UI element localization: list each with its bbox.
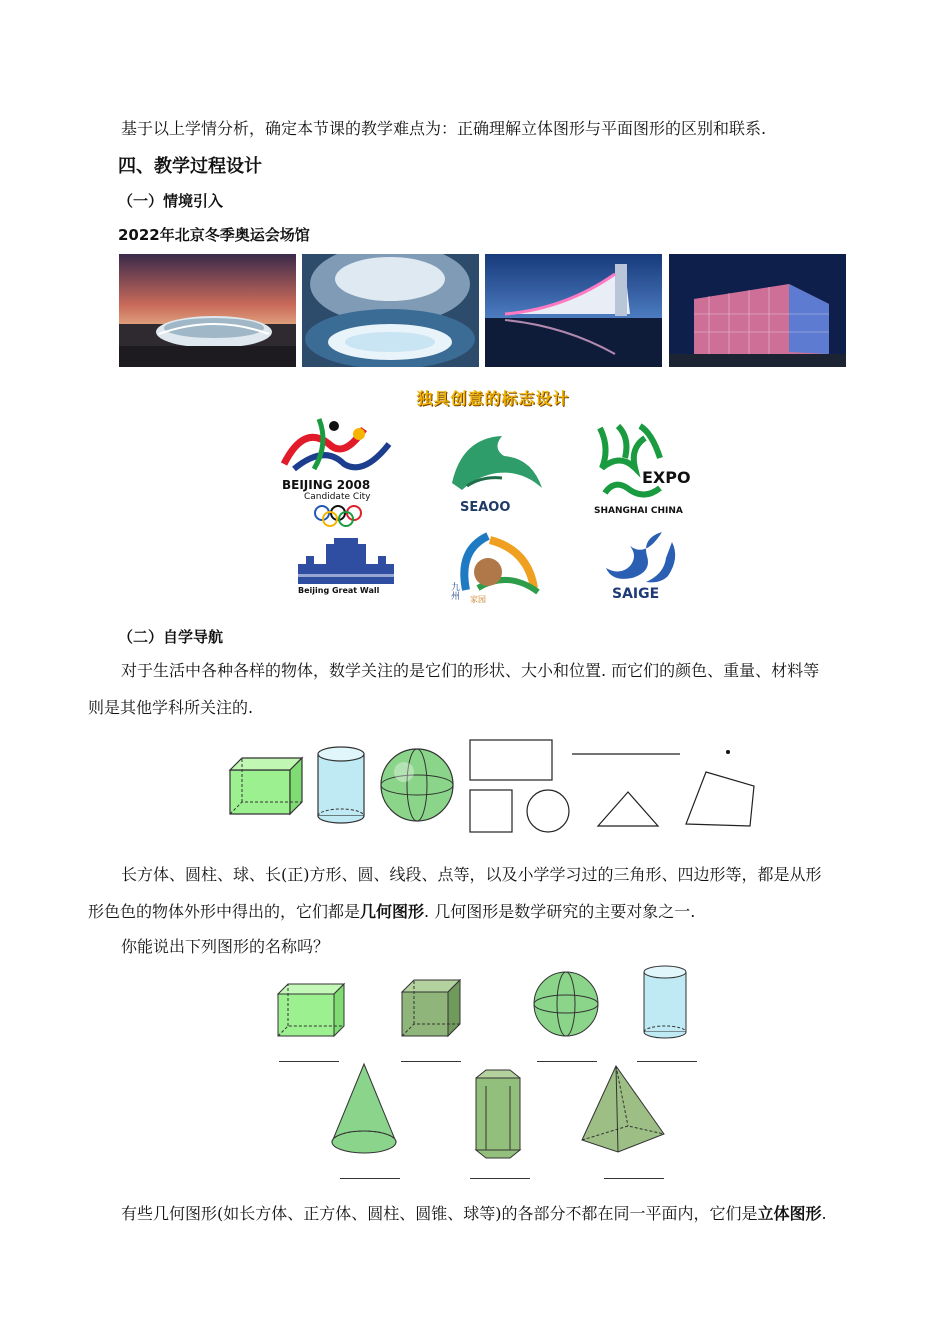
logo-design-panel <box>272 384 708 606</box>
venue-caption: 2022年北京冬季奥运会场馆 <box>118 226 310 244</box>
answer-blank-4[interactable] <box>637 1061 697 1062</box>
answer-blank-7[interactable] <box>604 1178 664 1179</box>
seaoo-dolphin-logo <box>442 428 552 518</box>
great-wall-icon <box>296 534 396 586</box>
triangle-figure <box>598 792 658 826</box>
quiz-cuboid-figure <box>278 984 344 1036</box>
para3-start: 有些几何图形(如长方体、正方体、圆柱、圆锥、球等)的各部分不都在同一平面内，它们是 <box>121 1204 758 1223</box>
answer-blank-2[interactable] <box>401 1061 461 1062</box>
square-figure <box>470 790 512 832</box>
circle-figure <box>527 790 569 832</box>
para2-line2-start: 形色色的物体外形中得出的，它们都是 <box>88 902 361 921</box>
venue-photo-big-air-jump <box>485 254 662 367</box>
question-text: 你能说出下列图形的名称吗？ <box>121 937 330 956</box>
quiz-cone-figure <box>332 1064 396 1153</box>
section-heading: 四、教学过程设计 <box>118 156 262 177</box>
quiz-cylinder-figure <box>644 966 686 1038</box>
para2-line2-end: . 几何图形是数学研究的主要对象之一. <box>424 902 696 921</box>
para3 <box>121 1203 827 1225</box>
venue-photo-water-cube <box>669 254 846 367</box>
para1-line2: 则是其他学科所关注的. <box>88 698 254 717</box>
jiuzhou-home-logo <box>448 530 540 606</box>
beijing-logo-title: BEIJING 2008 <box>282 478 371 492</box>
beijing-2008-logo <box>274 414 400 524</box>
subsection-heading-self-study: （二）自学导航 <box>118 628 224 646</box>
saige-logo <box>602 528 686 604</box>
answer-blank-5[interactable] <box>340 1178 400 1179</box>
expo-city-text: SHANGHAI CHINA <box>594 506 683 516</box>
quiz-hexagonal-prism-figure <box>476 1070 520 1158</box>
rectangle-figure <box>470 740 552 780</box>
venue-photo-speed-skating-oval <box>119 254 296 367</box>
quiz-pyramid-figure <box>582 1066 664 1152</box>
seaoo-text: SEAOO <box>460 500 511 515</box>
cuboid-figure <box>230 758 302 814</box>
quadrilateral-figure <box>686 772 754 826</box>
point-figure <box>726 750 730 754</box>
quiz-sphere-figure <box>534 972 598 1036</box>
solid-figures-quiz <box>272 962 708 1186</box>
jiayuan-text: 家园 <box>470 595 486 604</box>
answer-blank-3[interactable] <box>537 1061 597 1062</box>
answer-blank-6[interactable] <box>470 1178 530 1179</box>
expo-text: EXPO <box>642 468 691 487</box>
saige-icon <box>602 528 686 588</box>
quiz-cube-figure <box>402 980 460 1036</box>
geometry-figures-row <box>222 736 762 836</box>
beijing-great-wall-logo <box>296 534 396 600</box>
para2-line2 <box>88 901 695 923</box>
para3-end: . <box>821 1204 827 1223</box>
para1-line1: 对于生活中各种各样的物体，数学关注的是它们的形状、大小和位置. 而它们的颜色、重量、材料等 <box>121 661 820 680</box>
answer-blank-1[interactable] <box>279 1061 339 1062</box>
sphere-figure <box>381 749 453 821</box>
logo-banner: 独具创意的标志设计 <box>416 389 570 408</box>
great-wall-text: Beijing Great Wall <box>298 586 380 595</box>
solid-figures-term: 立体图形 <box>757 1204 822 1223</box>
saige-text: SAIGE <box>612 586 660 602</box>
beijing-logo-subtitle: Candidate City <box>304 492 371 502</box>
dolphin-icon <box>442 428 552 498</box>
geometric-figures-term: 几何图形 <box>360 902 425 921</box>
para2-line1: 长方体、圆柱、球、长(正)方形、圆、线段、点等，以及小学学习过的三角形、四边形等，都是从形 <box>121 865 822 884</box>
cylinder-figure <box>318 747 364 823</box>
analysis-text: 基于以上学情分析，确定本节课的教学难点为：正确理解立体图形与平面图形的区别和联系. <box>121 119 767 138</box>
venue-photo-ice-arena <box>302 254 479 367</box>
subsection-heading-intro: （一）情境引入 <box>118 192 224 210</box>
olympic-rings-icon <box>312 504 384 528</box>
expo-2010-logo <box>590 418 708 518</box>
jiuzhou-text: 九州 <box>449 582 459 600</box>
